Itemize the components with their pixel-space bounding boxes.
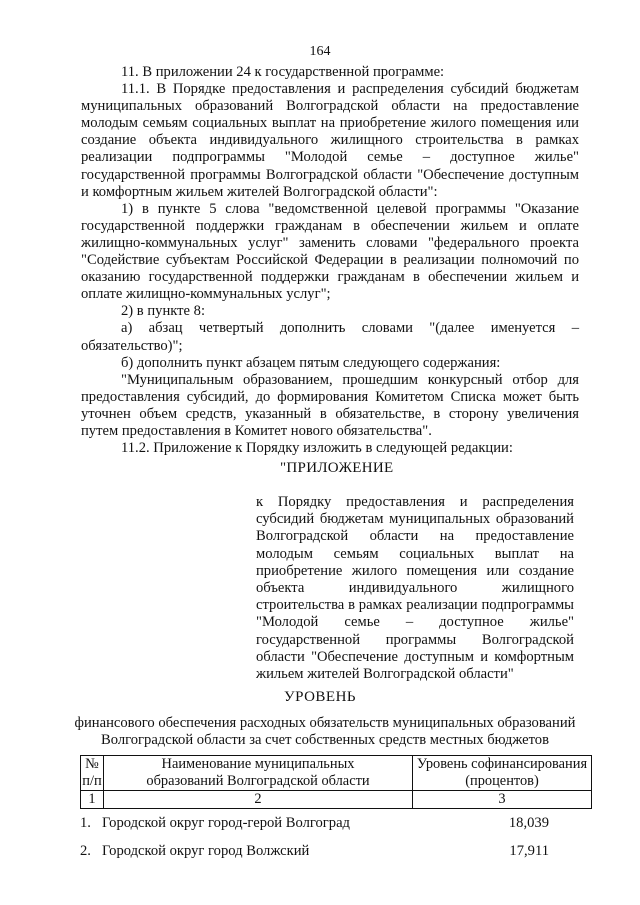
table-row: [80, 843, 580, 871]
index-cell: 2: [104, 791, 413, 809]
paragraph: б) дополнить пункт абзацем пятым следующего содержания:: [121, 354, 501, 371]
level-title: УРОВЕНЬ: [283, 689, 357, 705]
municipality-name: Городской округ город Волжский: [102, 843, 310, 859]
amendment-text: [81, 64, 579, 457]
paragraph: 11. В приложении 24 к государственной программе:: [121, 64, 445, 80]
cofinancing-value: 17,911: [509, 843, 549, 859]
header-name-line: образований Волгоградской области: [146, 773, 370, 789]
table-header-row: [81, 756, 592, 791]
header-num-line: п/п: [82, 773, 102, 789]
paragraph: 11.1. В Порядке предоставления и распределения субсидий бюджетам муниципальных образований Волгоградской области на предоставление молодым семьям социальных выплат на приобретение жилого помещения или создание объекта индивидуального жилищного строительства в рамках реализации подпрограммы "Молодой семье – доступное жилье" государственной программы Волгоградской области "Обеспечение доступным и комфортным жильем жителей Волгоградской области":: [81, 81, 579, 200]
header-level-line: (процентов): [465, 773, 539, 789]
level-subtitle-line: финансового обеспечения расходных обязательств муниципальных образований: [74, 715, 576, 731]
index-cell: 1: [81, 791, 104, 809]
header-name: [104, 756, 413, 791]
header-level-line: Уровень софинансирования: [416, 756, 588, 772]
appendix-reference: к Порядку предоставления и распределения субсидий бюджетам муниципальных образований Волгоградской области на предоставление молодым семьям социальных выплат на приобретение жилого помещения или создание объекта индивидуального жилищного строительства в рамках реализации подпрограммы "Молодой семье – доступное жилье" государственной программы Волгоградской области "Обеспечение доступным и комфортным жильем жителей Волгоградской области": [256, 494, 574, 683]
level-subtitle: [60, 715, 590, 750]
cofinancing-table: [80, 755, 592, 809]
header-name-line: Наименование муниципальных: [161, 756, 355, 772]
level-subtitle-line: Волгоградской области за счет собственных средств местных бюджетов: [101, 732, 549, 749]
table-index-row: [81, 791, 592, 809]
page-number: 164: [309, 44, 331, 59]
table-body: [80, 815, 580, 871]
cofinancing-value: 18,039: [508, 815, 549, 831]
row-number: 1.: [80, 815, 91, 831]
paragraph: "Муниципальным образованием, прошедшим конкурсный отбор для предоставления субсидий, до формирования Комитетом Списка может быть уточнен объем средств, указанный в обязательстве, в сторону увеличения путем предоставления в Комитет нового обязательства".: [81, 371, 579, 439]
header-num: [81, 756, 104, 791]
row-number: 2.: [80, 843, 91, 859]
index-cell: 3: [413, 791, 592, 809]
municipality-name: Городской округ город-герой Волгоград: [102, 815, 350, 831]
paragraph: 1) в пункте 5 слова "ведомственной целевой программы "Оказание государственной поддержки гражданам в обеспечении жильем и оплате жилищно-коммунальных услуг" заменить словами "федерального проекта "Содействие субъектам Российской Федерации в реализации полномочий по оказанию государственной поддержки гражданам в обеспечении жильем и оплате жилищно-коммунальных услуг";: [81, 200, 579, 303]
paragraph: а) абзац четвертый дополнить словами "(далее именуется – обязательство)";: [81, 320, 579, 354]
appendix-title: "ПРИЛОЖЕНИЕ: [280, 460, 394, 476]
header-num-line: №: [85, 756, 99, 772]
header-level: [413, 756, 592, 791]
paragraph: 2) в пункте 8:: [121, 303, 206, 320]
paragraph: 11.2. Приложение к Порядку изложить в следующей редакции:: [121, 440, 513, 457]
table-row: [80, 815, 580, 843]
